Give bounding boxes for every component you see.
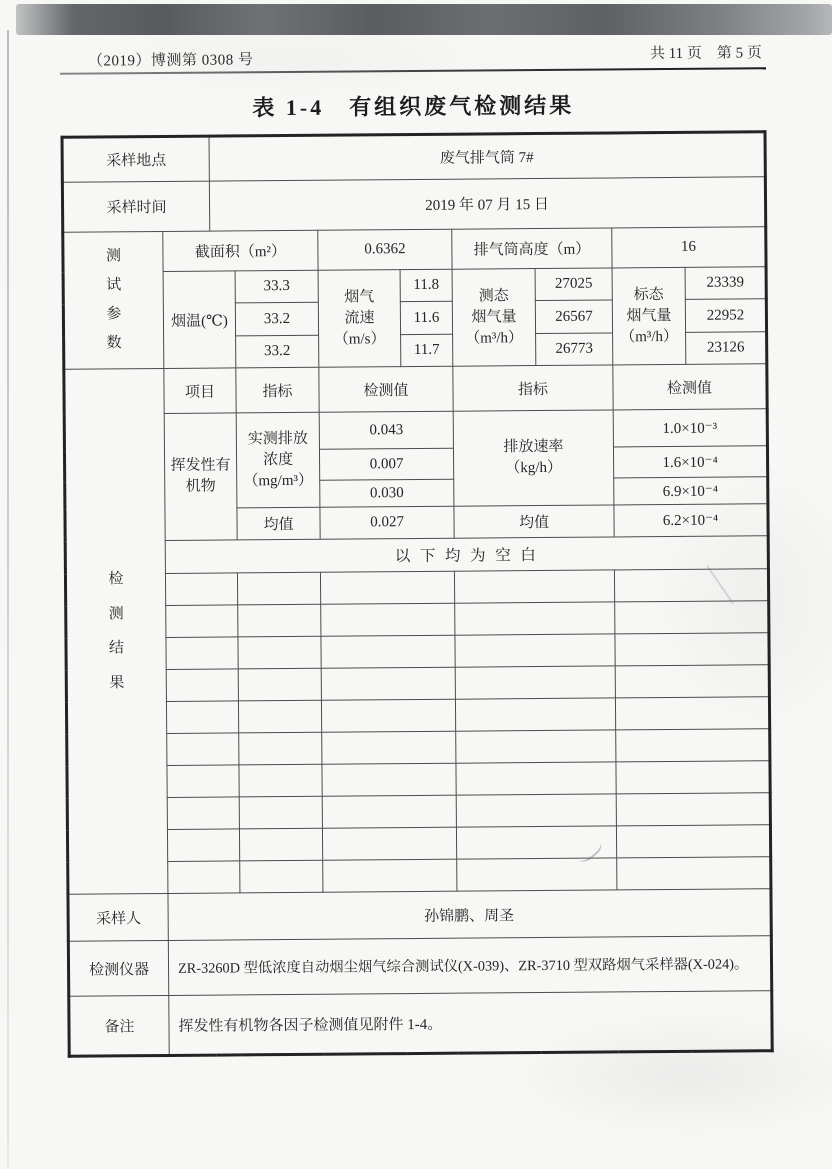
conc-mean-label: 均值: [237, 507, 320, 540]
header-indicator: 指标: [453, 365, 613, 411]
sampler-row: [68, 889, 771, 942]
blank-note: 以下均为空白: [165, 536, 768, 574]
flue-temp-value: 33.2: [235, 302, 318, 336]
sampling-time-label: 采样时间: [62, 181, 209, 232]
remark-value: 挥发性有机物各因子检测值见附件 1-4。: [169, 991, 772, 1056]
flue-temp-value: 33.2: [236, 335, 319, 368]
standard-flow-value: 23126: [686, 332, 767, 365]
stack-height-label: 排气筒高度（m）: [452, 228, 612, 269]
instrument-label: 检测仪器: [68, 940, 168, 996]
conc-mean-value: 0.027: [320, 506, 454, 539]
voc-concentration-label: 实测排放 浓度 （mg/m³）: [236, 412, 320, 508]
remark-label: 备注: [69, 995, 169, 1056]
standard-flow-value: 23339: [685, 267, 766, 300]
remark-row: [69, 991, 772, 1057]
stack-height-value: 16: [612, 227, 766, 268]
cross-section-label: 截面积（m²）: [163, 230, 318, 271]
flue-temp-label: 烟温(℃): [163, 271, 236, 369]
header-item: 项目: [164, 368, 236, 414]
voc-rate-value: 1.0×10⁻³: [613, 409, 767, 447]
rate-mean-value: 6.2×10⁻⁴: [614, 504, 768, 537]
voc-concentration-value: 0.043: [319, 411, 453, 449]
test-params-section-label: 测 试 参 数: [63, 231, 164, 369]
instrument-value: ZR-3260D 型低浓度自动烟尘烟气综合测试仪(X-039)、ZR-3710 型双路烟气采样器(X-024)。: [168, 936, 771, 996]
measured-flow-label: 测态 烟气量 （m³/h）: [452, 269, 536, 367]
emission-results-table: [61, 130, 774, 1058]
sampling-location-row: [62, 132, 765, 183]
sampling-location-value: 废气排气筒 7#: [209, 132, 765, 181]
rate-mean-label: 均值: [454, 505, 614, 538]
results-header-row: [64, 364, 767, 415]
gas-velocity-label: 烟气 流速 （m/s）: [318, 270, 401, 368]
header-value: 检测值: [319, 366, 453, 412]
measurement-row: [63, 267, 766, 305]
measured-flow-value: 26567: [535, 300, 612, 334]
header-indicator: 指标: [236, 367, 319, 413]
voc-rate-value: 6.9×10⁻⁴: [614, 477, 768, 505]
sampling-location-label: 采样地点: [62, 136, 209, 182]
sampling-time-row: [62, 177, 765, 233]
results-section-label: 检 测 结 果: [64, 368, 168, 894]
voc-concentration-value: 0.007: [319, 448, 453, 480]
sampler-value: 孙锦鹏、周圣: [168, 889, 771, 941]
cross-section-value: 0.6362: [318, 229, 452, 270]
table-title: 表 1-4 有组织废气检测结果: [252, 92, 575, 121]
gas-velocity-value: 11.6: [400, 301, 452, 334]
page-indicator: 共 11 页 第 5 页: [649, 45, 762, 63]
gas-velocity-value: 11.7: [401, 334, 453, 366]
header-value: 检测值: [613, 364, 767, 410]
measured-flow-value: 27025: [535, 268, 612, 301]
standard-flow-value: 22952: [685, 299, 766, 333]
cross-section-row: [63, 227, 766, 273]
sampling-time-value: 2019 年 07 月 15 日: [209, 177, 765, 231]
voc-concentration-value: 0.030: [320, 479, 454, 507]
gas-velocity-value: 11.8: [400, 269, 452, 301]
measured-flow-value: 26773: [536, 333, 613, 366]
blank-note-row: [65, 536, 768, 575]
voc-name: 挥发性有 机物: [164, 413, 237, 541]
voc-rate-value: 1.6×10⁻⁴: [613, 446, 767, 478]
voc-row: [64, 409, 767, 452]
sampler-label: 采样人: [68, 893, 168, 941]
flue-temp-value: 33.3: [235, 270, 318, 303]
document-number: （2019）博测第 0308 号: [87, 52, 254, 70]
voc-rate-label: 排放速率 （kg/h）: [453, 410, 614, 506]
standard-flow-label: 标态 烟气量 （m³/h）: [612, 267, 686, 365]
instrument-row: [68, 936, 771, 997]
